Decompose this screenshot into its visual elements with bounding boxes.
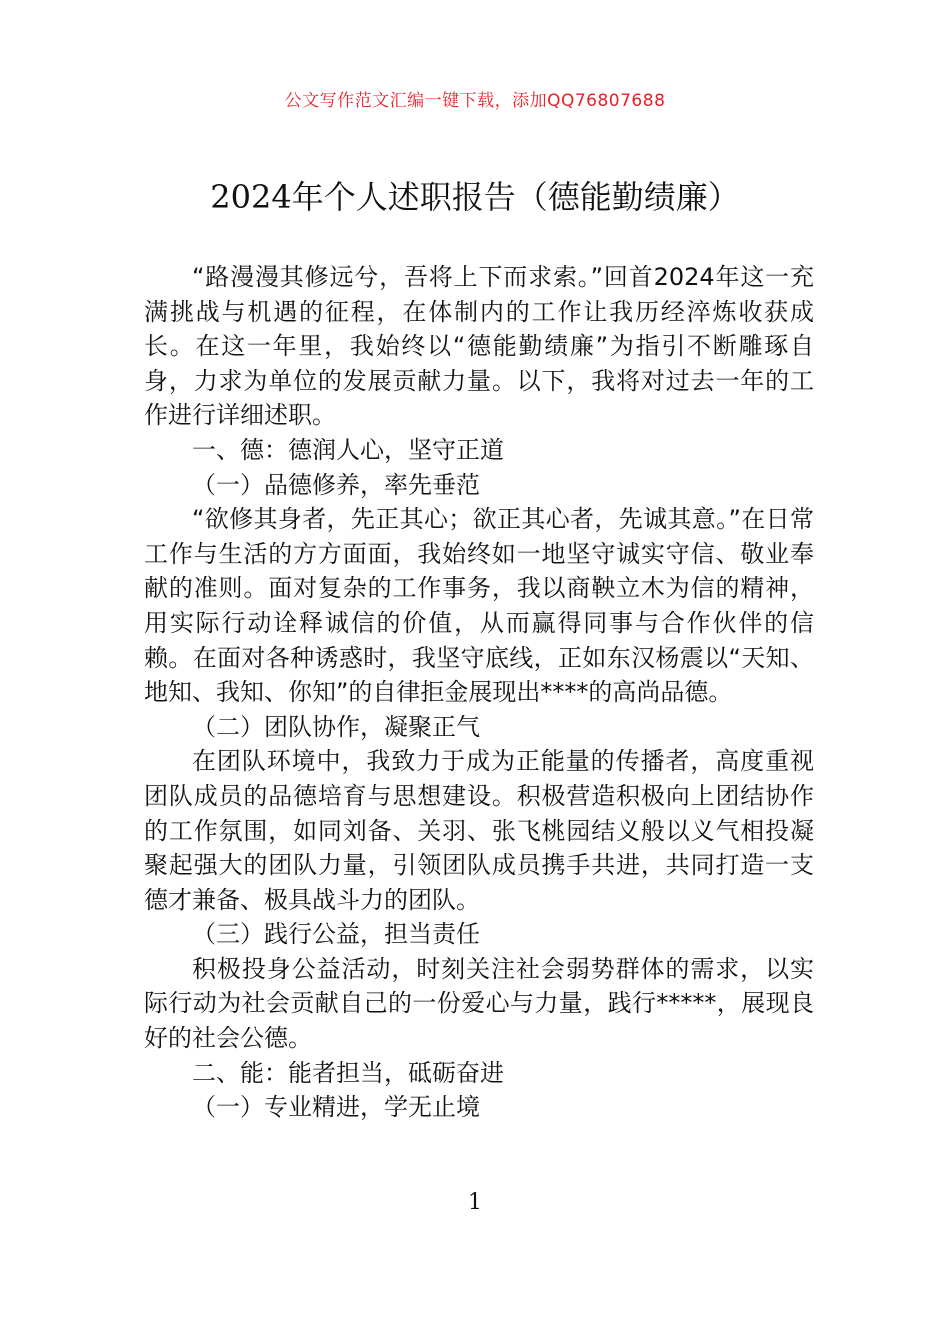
subsection-heading: （一）专业精进，学无止境 (192, 1093, 480, 1122)
subsection-heading: （三）践行公益，担当责任 (192, 920, 480, 949)
paragraph: “欲修其身者，先正其心；欲正其心者，先诚其意。”在日常工作与生活的方方面面，我始终如一地坚守诚实守信、敬业奉献的准则。面对复杂的工作事务，我以商鞅立木为信的精神，用实际行动诠释诚信的价值，从而赢得同事与合作伙伴的信赖。在面对各种诱惑时，我坚守底线，正如东汉杨震以“天知、地知、我知、你知”的自律拒金展现出****的高尚品德。 (144, 505, 814, 707)
document-body (144, 260, 814, 1125)
paragraph-intro: “路漫漫其修远兮，吾将上下而求索。”回首2024年这一充满挑战与机遇的征程，在体制内的工作让我历经淬炼收获成长。在这一年里，我始终以“德能勤绩廉”为指引不断雕琢自身，力求为单位的发展贡献力量。以下，我将对过去一年的工作进行详细述职。 (144, 263, 814, 430)
page-number: 1 (468, 1190, 482, 1215)
section-heading-de: 一、德：德润人心，坚守正道 (192, 435, 504, 464)
subsection-heading: （二）团队协作，凝聚正气 (192, 712, 480, 741)
document-title: 2024年个人述职报告（德能勤绩廉） (210, 178, 740, 216)
subsection-heading: （一）品德修养，率先垂范 (192, 470, 480, 499)
promo-header: 公文写作范文汇编一键下载，添加QQ76807688 (284, 91, 666, 111)
paragraph: 积极投身公益活动，时刻关注社会弱势群体的需求，以实际行动为社会贡献自己的一份爱心与力量，践行*****，展现良好的社会公德。 (144, 954, 814, 1053)
section-heading-neng: 二、能：能者担当，砥砺奋进 (192, 1058, 504, 1087)
paragraph: 在团队环境中，我致力于成为正能量的传播者，高度重视团队成员的品德培育与思想建设。积极营造积极向上团结协作的工作氛围，如同刘备、关羽、张飞桃园结义般以义气相投凝聚起强大的团队力量，引领团队成员携手共进，共同打造一支德才兼备、极具战斗力的团队。 (144, 747, 814, 914)
